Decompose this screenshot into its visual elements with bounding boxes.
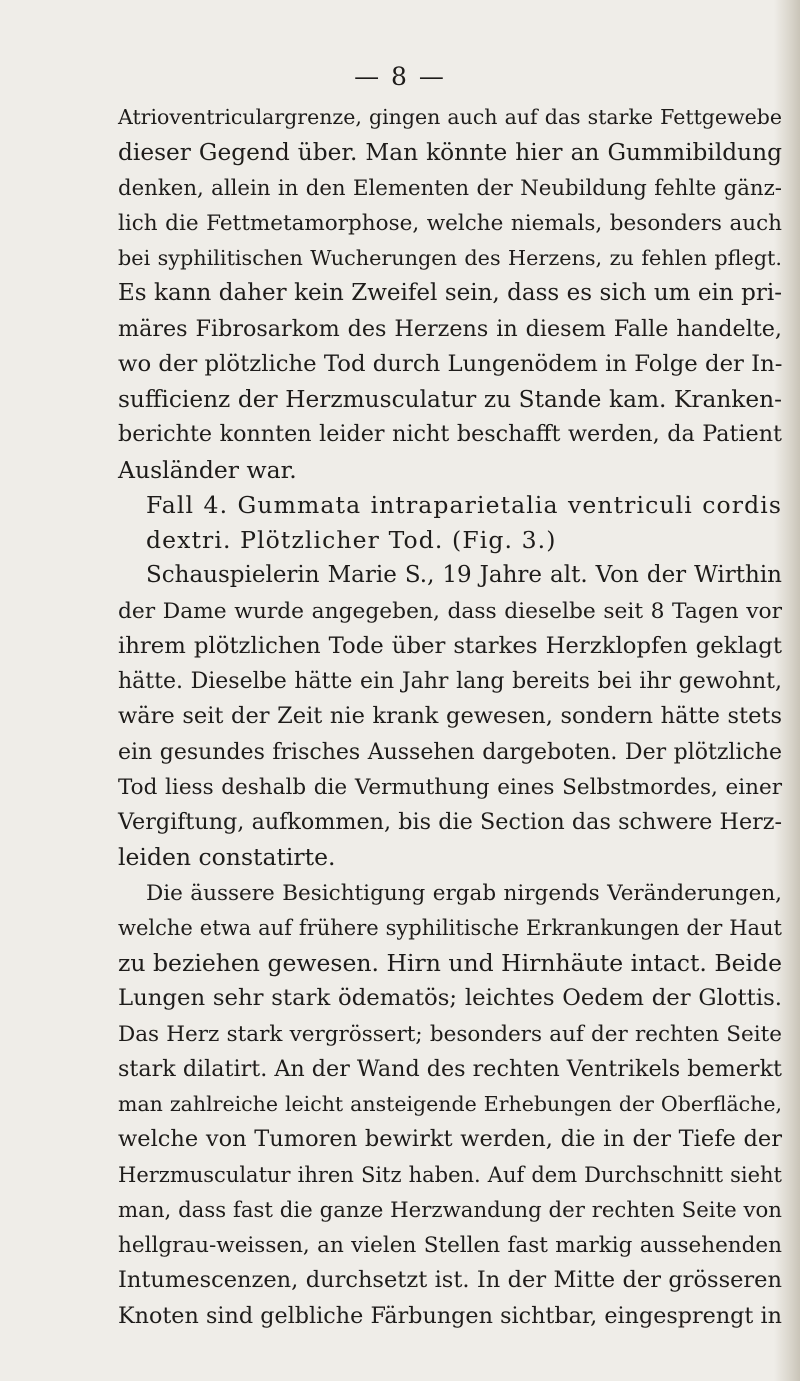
text-line: berichte konnten leider nicht beschafft werden, da Patient [118, 421, 782, 448]
body-text [118, 100, 782, 1334]
case-heading: dextri. Plötzlicher Tod. (Fig. 3.) [146, 526, 557, 554]
text-line: hellgrau-weissen, an vielen Stellen fast markig aussehenden [118, 1233, 782, 1258]
text-line: wo der plötzliche Tod durch Lungenödem in Folge der In- [118, 350, 783, 377]
text-line: man, dass fast die ganze Herzwandung der rechten Seite von [118, 1197, 782, 1223]
text-line: Schauspielerin Marie S., 19 Jahre alt. Von der Wirthin [146, 562, 782, 589]
text-line: Die äussere Besichtigung ergab nirgends Veränderungen, [146, 880, 782, 906]
text-line: Tod liess deshalb die Vermuthung eines Selbstmordes, einer [118, 774, 782, 800]
text-line: Es kann daher kein Zweifel sein, dass es sich um ein pri- [118, 280, 782, 307]
page-number: — 8 — [354, 62, 446, 91]
text-line: welche etwa auf frühere syphilitische Erkrankungen der Haut [118, 915, 782, 940]
text-line: man zahlreiche leicht ansteigende Erhebungen der Oberfläche, [118, 1092, 782, 1116]
text-line: Atrioventriculargrenze, gingen auch auf das starke Fettgewebe [118, 105, 782, 129]
text-line: Das Herz stark vergrössert; besonders auf der rechten Seite [118, 1021, 782, 1047]
text-line: Vergiftung, aufkommen, bis die Section das schwere Herz- [118, 809, 782, 835]
text-line: bei syphilitischen Wucherungen des Herzens, zu fehlen pflegt. [118, 246, 782, 270]
text-line: der Dame wurde angegeben, dass dieselbe seit 8 Tagen vor [118, 598, 782, 624]
case-heading: Fall 4. Gummata intraparietalia ventriculi cordis [146, 490, 782, 519]
text-line: stark dilatirt. An der Wand des rechten Ventrikels bemerkt [118, 1055, 782, 1082]
text-line: wäre seit der Zeit nie krank gewesen, sondern hätte stets [118, 703, 782, 730]
text-line: ihrem plötzlichen Tode über starkes Herzklopfen geklagt [118, 632, 782, 659]
text-line: zu beziehen gewesen. Hirn und Hirnhäute intact. Beide [118, 949, 782, 977]
text-line: Ausländer war. [118, 455, 297, 484]
text-line: Knoten sind gelbliche Färbungen sichtbar, eingesprengt in [118, 1302, 782, 1329]
text-line: Intumescenzen, durchsetzt ist. In der Mitte der grösseren [118, 1267, 782, 1294]
text-line: Lungen sehr stark ödematös; leichtes Oedem der Glottis. [118, 985, 782, 1012]
text-line: hätte. Dieselbe hätte ein Jahr lang bereits bei ihr gewohnt, [118, 669, 782, 694]
text-line: dieser Gegend über. Man könnte hier an Gummibildung [118, 139, 782, 167]
text-line: leiden constatirte. [118, 843, 336, 872]
text-line: Herzmusculatur ihren Sitz haben. Auf dem Durchschnitt sieht [118, 1162, 782, 1187]
text-line: sufficienz der Herzmusculatur zu Stande kam. Kranken- [118, 386, 782, 413]
text-line: märes Fibrosarkom des Herzens in diesem Falle handelte, [118, 315, 782, 342]
text-line: denken, allein in den Elementen der Neubildung fehlte gänz- [118, 175, 782, 201]
text-line: lich die Fettmetamorphose, welche niemals, besonders auch [118, 210, 782, 236]
text-line: welche von Tumoren bewirkt werden, die in der Tiefe der [118, 1126, 782, 1153]
text-line: ein gesundes frisches Aussehen dargeboten. Der plötzliche [118, 739, 782, 765]
